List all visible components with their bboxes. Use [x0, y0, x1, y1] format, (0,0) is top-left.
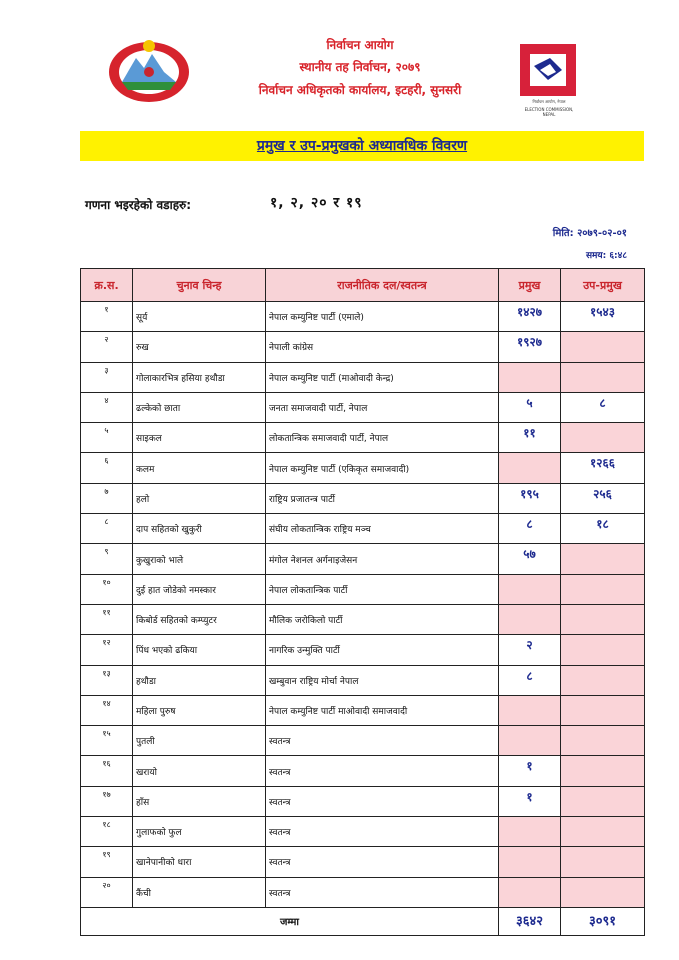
row-sn: १७ [81, 786, 133, 816]
row-symbol: कैंची [133, 877, 266, 907]
row-mayor-votes [499, 726, 561, 756]
row-mayor-votes [499, 604, 561, 634]
row-deputy-votes [561, 423, 645, 453]
row-sn: १० [81, 574, 133, 604]
row-party: स्वतन्त्र [266, 877, 499, 907]
table-row [81, 483, 645, 513]
row-deputy-votes [561, 786, 645, 816]
row-deputy-votes [561, 332, 645, 362]
table-row [81, 877, 645, 907]
row-sn: १२ [81, 635, 133, 665]
table-row [81, 332, 645, 362]
row-party: लोकतान्त्रिक समाजवादी पार्टी, नेपाल [266, 423, 499, 453]
col-header-mayor: प्रमुख [499, 269, 561, 302]
row-deputy-votes: १२६६ [561, 453, 645, 483]
row-sn: १६ [81, 756, 133, 786]
row-mayor-votes [499, 847, 561, 877]
table-row [81, 392, 645, 422]
table-row [81, 574, 645, 604]
row-party: संघीय लोकतान्त्रिक राष्ट्रिय मञ्च [266, 514, 499, 544]
table-row [81, 635, 645, 665]
row-mayor-votes: १ [499, 756, 561, 786]
page-title: प्रमुख र उप-प्रमुखको अध्यावधिक विवरण [256, 138, 468, 154]
row-sn: ४ [81, 392, 133, 422]
row-party: नेपाल कम्युनिष्ट पार्टी माओवादी समाजवादी [266, 695, 499, 725]
row-party: नेपाल कम्युनिष्ट पार्टी (एमाले) [266, 302, 499, 332]
row-deputy-votes [561, 817, 645, 847]
row-deputy-votes [561, 726, 645, 756]
row-sn: ५ [81, 423, 133, 453]
nepal-emblem-icon [104, 36, 194, 106]
election-commission-logo [520, 44, 578, 116]
col-header-party: राजनीतिक दल/स्वतन्त्र [266, 269, 499, 302]
row-party: नागरिक उन्मुक्ति पार्टी [266, 635, 499, 665]
col-header-sn: क्र.स. [81, 269, 133, 302]
row-party: मंगोल नेशनल अर्गनाइजेसन [266, 544, 499, 574]
row-symbol: कुखुराको भाले [133, 544, 266, 574]
row-deputy-votes: १५४३ [561, 302, 645, 332]
row-mayor-votes [499, 362, 561, 392]
row-deputy-votes [561, 695, 645, 725]
col-header-symbol: चुनाव चिन्ह [133, 269, 266, 302]
row-symbol: पुतली [133, 726, 266, 756]
row-sn: २० [81, 877, 133, 907]
total-mayor: ३६४२ [499, 907, 561, 935]
table-row [81, 302, 645, 332]
table-row [81, 665, 645, 695]
row-sn: १३ [81, 665, 133, 695]
row-sn: १५ [81, 726, 133, 756]
row-mayor-votes [499, 877, 561, 907]
row-mayor-votes: ८ [499, 665, 561, 695]
row-mayor-votes [499, 695, 561, 725]
row-sn: ६ [81, 453, 133, 483]
row-mayor-votes [499, 817, 561, 847]
row-symbol: किबोर्ड सहितको कम्प्युटर [133, 604, 266, 634]
row-deputy-votes: २५६ [561, 483, 645, 513]
office-name: निर्वाचन अधिकृतको कार्यालय, इटहरी, सुनसरी [258, 83, 462, 97]
row-deputy-votes [561, 847, 645, 877]
wards-value: १, २, २० र १९ [270, 195, 363, 211]
row-mayor-votes: १९२७ [499, 332, 561, 362]
row-mayor-votes: ५७ [499, 544, 561, 574]
row-sn: ७ [81, 483, 133, 513]
row-mayor-votes: १ [499, 786, 561, 816]
row-party: स्वतन्त्र [266, 726, 499, 756]
row-symbol: हलो [133, 483, 266, 513]
table-row [81, 847, 645, 877]
row-symbol: हाँस [133, 786, 266, 816]
row-mayor-votes: १९५ [499, 483, 561, 513]
row-party: नेपाल कम्युनिष्ट पार्टी (माओवादी केन्द्र) [266, 362, 499, 392]
row-party: खम्बुवान राष्ट्रिय मोर्चा नेपाल [266, 665, 499, 695]
row-symbol: साइकल [133, 423, 266, 453]
wards-label: गणना भइरहेको वडाहरु: [85, 198, 192, 212]
table-row [81, 514, 645, 544]
total-deputy: ३०९१ [561, 907, 645, 935]
results-table [80, 268, 645, 936]
row-symbol: गोलाकारभित्र हसिया हथौडा [133, 362, 266, 392]
row-deputy-votes [561, 544, 645, 574]
row-party: नेपाल लोकतान्त्रिक पार्टी [266, 574, 499, 604]
row-symbol: दाप सहितको खुकुरी [133, 514, 266, 544]
row-sn: २ [81, 332, 133, 362]
report-time: समय: ६:४८ [585, 251, 627, 261]
row-party: नेपाली कांग्रेस [266, 332, 499, 362]
election-name: स्थानीय तह निर्वाचन, २०७९ [299, 60, 421, 74]
row-symbol: रुख [133, 332, 266, 362]
table-row [81, 726, 645, 756]
row-mayor-votes: १४२७ [499, 302, 561, 332]
ec-caption-nepali: निर्वाचन आयोग, नेपाल [532, 99, 566, 104]
row-party: स्वतन्त्र [266, 786, 499, 816]
row-mayor-votes: ८ [499, 514, 561, 544]
row-deputy-votes: ८ [561, 392, 645, 422]
table-row [81, 695, 645, 725]
row-mayor-votes: २ [499, 635, 561, 665]
row-sn: ८ [81, 514, 133, 544]
row-sn: १८ [81, 817, 133, 847]
row-symbol: सूर्य [133, 302, 266, 332]
row-mayor-votes [499, 453, 561, 483]
row-symbol: दुई हात जोडेको नमस्कार [133, 574, 266, 604]
total-row [81, 907, 645, 935]
row-sn: १ [81, 302, 133, 332]
table-header-row [81, 269, 645, 302]
row-symbol: हथौडा [133, 665, 266, 695]
row-party: स्वतन्त्र [266, 817, 499, 847]
row-sn: १४ [81, 695, 133, 725]
row-sn: ९ [81, 544, 133, 574]
row-symbol: कलम [133, 453, 266, 483]
table-row [81, 756, 645, 786]
row-deputy-votes [561, 665, 645, 695]
row-symbol: पिंध भएको ढकिया [133, 635, 266, 665]
row-deputy-votes: १८ [561, 514, 645, 544]
row-sn: ११ [81, 604, 133, 634]
table-row [81, 453, 645, 483]
title-banner [80, 131, 644, 161]
ec-caption-english: ELECTION COMMISSION, NEPAL [524, 107, 574, 117]
report-date: मिति: २०७९-०२-०१ [552, 228, 627, 239]
row-party: स्वतन्त्र [266, 847, 499, 877]
row-deputy-votes [561, 756, 645, 786]
row-symbol: खरायो [133, 756, 266, 786]
row-symbol: महिला पुरुष [133, 695, 266, 725]
table-row [81, 604, 645, 634]
col-header-deputy: उप-प्रमुख [561, 269, 645, 302]
row-symbol: ढल्केको छाता [133, 392, 266, 422]
row-mayor-votes: ११ [499, 423, 561, 453]
row-sn: ३ [81, 362, 133, 392]
table-row [81, 544, 645, 574]
row-deputy-votes [561, 877, 645, 907]
row-party: नेपाल कम्युनिष्ट पार्टी (एकिकृत समाजवादी) [266, 453, 499, 483]
row-sn: १९ [81, 847, 133, 877]
row-mayor-votes: ५ [499, 392, 561, 422]
row-deputy-votes [561, 574, 645, 604]
row-party: राष्ट्रिय प्रजातन्त्र पार्टी [266, 483, 499, 513]
row-symbol: खानेपानीको धारा [133, 847, 266, 877]
total-label: जम्मा [81, 907, 499, 935]
row-symbol: गुलाफको फुल [133, 817, 266, 847]
row-deputy-votes [561, 635, 645, 665]
table-row [81, 817, 645, 847]
commission-name: निर्वाचन आयोग [326, 38, 394, 52]
table-row [81, 786, 645, 816]
row-deputy-votes [561, 604, 645, 634]
row-party: स्वतन्त्र [266, 756, 499, 786]
row-party: मौलिक जरोकिलो पार्टी [266, 604, 499, 634]
row-party: जनता समाजवादी पार्टी, नेपाल [266, 392, 499, 422]
table-row [81, 362, 645, 392]
row-mayor-votes [499, 574, 561, 604]
row-deputy-votes [561, 362, 645, 392]
table-row [81, 423, 645, 453]
